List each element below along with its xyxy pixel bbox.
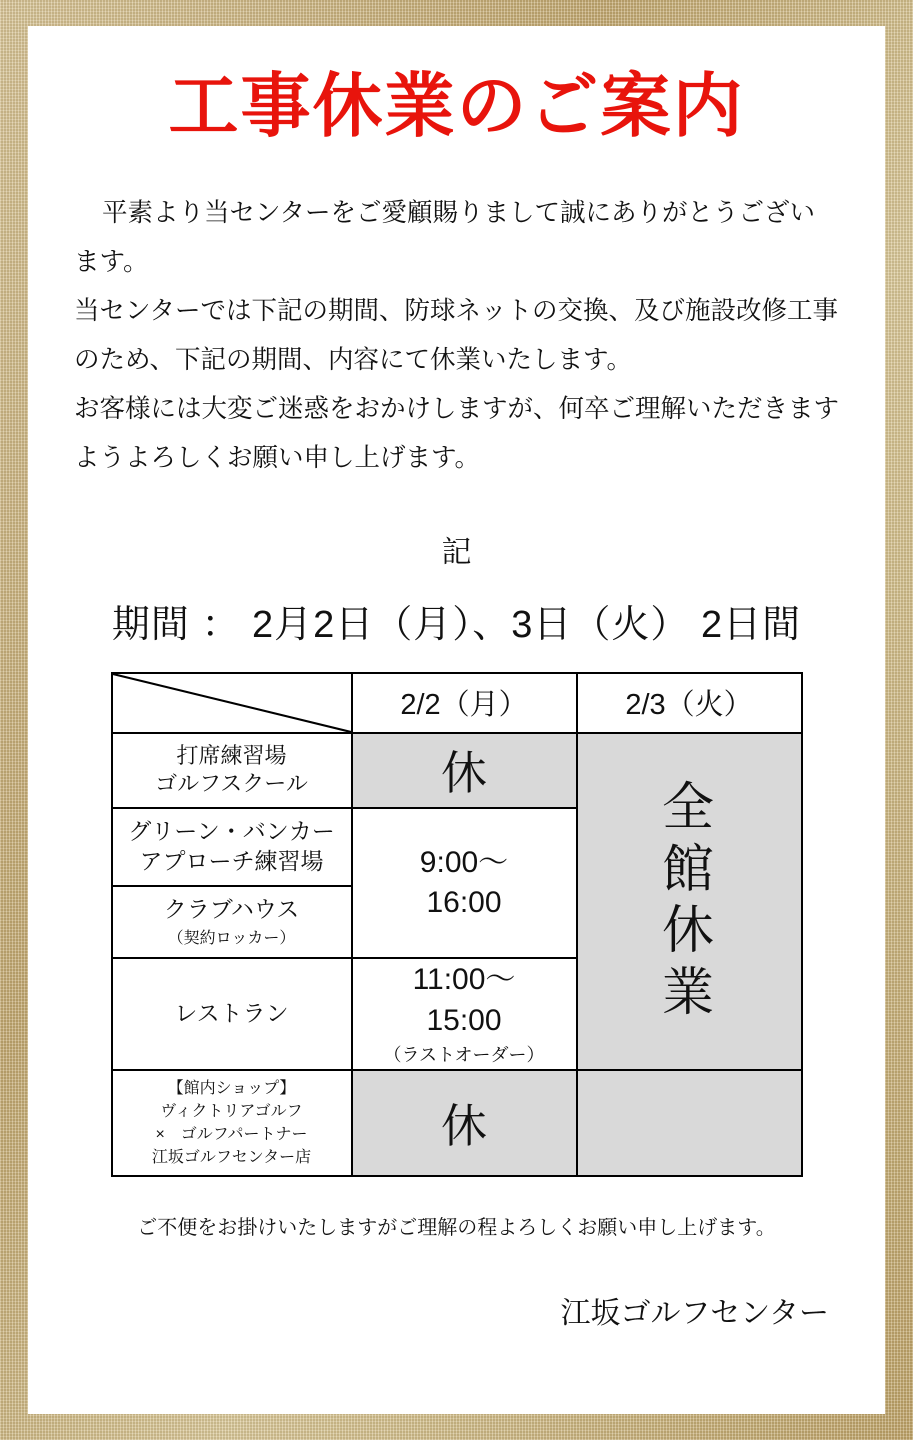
closed-char-4: 業 (661, 963, 716, 1022)
row-label-line-2: （契約ロッカー） (167, 929, 296, 947)
header-day-1: 2/2（月） (352, 673, 577, 733)
table-row (112, 1070, 802, 1177)
notice-body (74, 189, 839, 483)
hours-line-2: 15:00 (426, 1003, 502, 1037)
notice-page (28, 26, 885, 1414)
cell-day2-all-closed (577, 733, 802, 1070)
row-label-line-1: 打席練習場 (176, 742, 287, 768)
row-label-restaurant (112, 958, 352, 1069)
page-title: 工事休業のご案内 (168, 67, 745, 145)
footnote-text: ご不便をお掛けいたしますがご理解の程よろしくお願い申し上げます。 (137, 1217, 776, 1240)
period-line: 期間 ： 2月2日（月）、3日（火） 2日間 (111, 603, 802, 646)
header-day-2: 2/3（火） (577, 673, 802, 733)
row-label-line-1: レストラン (174, 1000, 289, 1027)
body-paragraph-1: 平素より当センターをご愛顧賜りまして誠にありがとうございます。 (74, 199, 815, 276)
closed-char-3: 休 (661, 902, 716, 961)
closed-char-2: 館 (661, 840, 716, 899)
hours-line-1: 11:00〜 (412, 963, 516, 997)
row-label-line-1: 【館内ショップ】 (167, 1079, 296, 1097)
row-label-line-1: グリーン・バンカー (128, 817, 335, 844)
signature-text: 江坂ゴルフセンター (560, 1297, 829, 1331)
cell-day1-shop: 休 (352, 1070, 577, 1177)
cell-day1-driving-range: 休 (352, 733, 577, 808)
cell-day1-restaurant-hours (352, 958, 577, 1069)
table-row (112, 733, 802, 808)
row-label-clubhouse (112, 886, 352, 959)
row-label-green-bunker (112, 808, 352, 886)
row-label-line-2: ヴィクトリアゴルフ (160, 1102, 303, 1120)
row-label-line-4: 江坂ゴルフセンター店 (151, 1149, 312, 1167)
ki-heading: 記 (441, 535, 472, 569)
row-label-line-1: クラブハウス (163, 895, 300, 922)
cell-day2-shop-spacer (577, 1070, 802, 1177)
hours-line-2: 16:00 (426, 886, 502, 920)
row-label-line-2: ゴルフスクール (155, 771, 308, 797)
body-paragraph-3: お客様には大変ご迷惑をおかけしますが、何卒ご理解いただきますようよろしくお願い申し上げます。 (74, 394, 840, 472)
row-label-shop (112, 1070, 352, 1177)
row-label-driving-range (112, 733, 352, 808)
cell-day1-green-hours (352, 808, 577, 958)
schedule-table (111, 672, 803, 1178)
row-label-line-2: アプローチ練習場 (139, 847, 324, 874)
table-header-row (112, 673, 802, 733)
diagonal-line-icon (113, 674, 351, 732)
last-order-note: （ラストオーダー） (383, 1045, 545, 1066)
corner-cell-diagonal (112, 673, 352, 733)
hours-line-1: 9:00〜 (419, 845, 509, 879)
closed-char-1: 全 (661, 779, 716, 838)
row-label-line-3: × ゴルフパートナー (155, 1126, 308, 1144)
body-paragraph-2: 当センターでは下記の期間、防球ネットの交換、及び施設改修工事のため、下記の期間、内容にて休業いたします。 (74, 296, 838, 374)
